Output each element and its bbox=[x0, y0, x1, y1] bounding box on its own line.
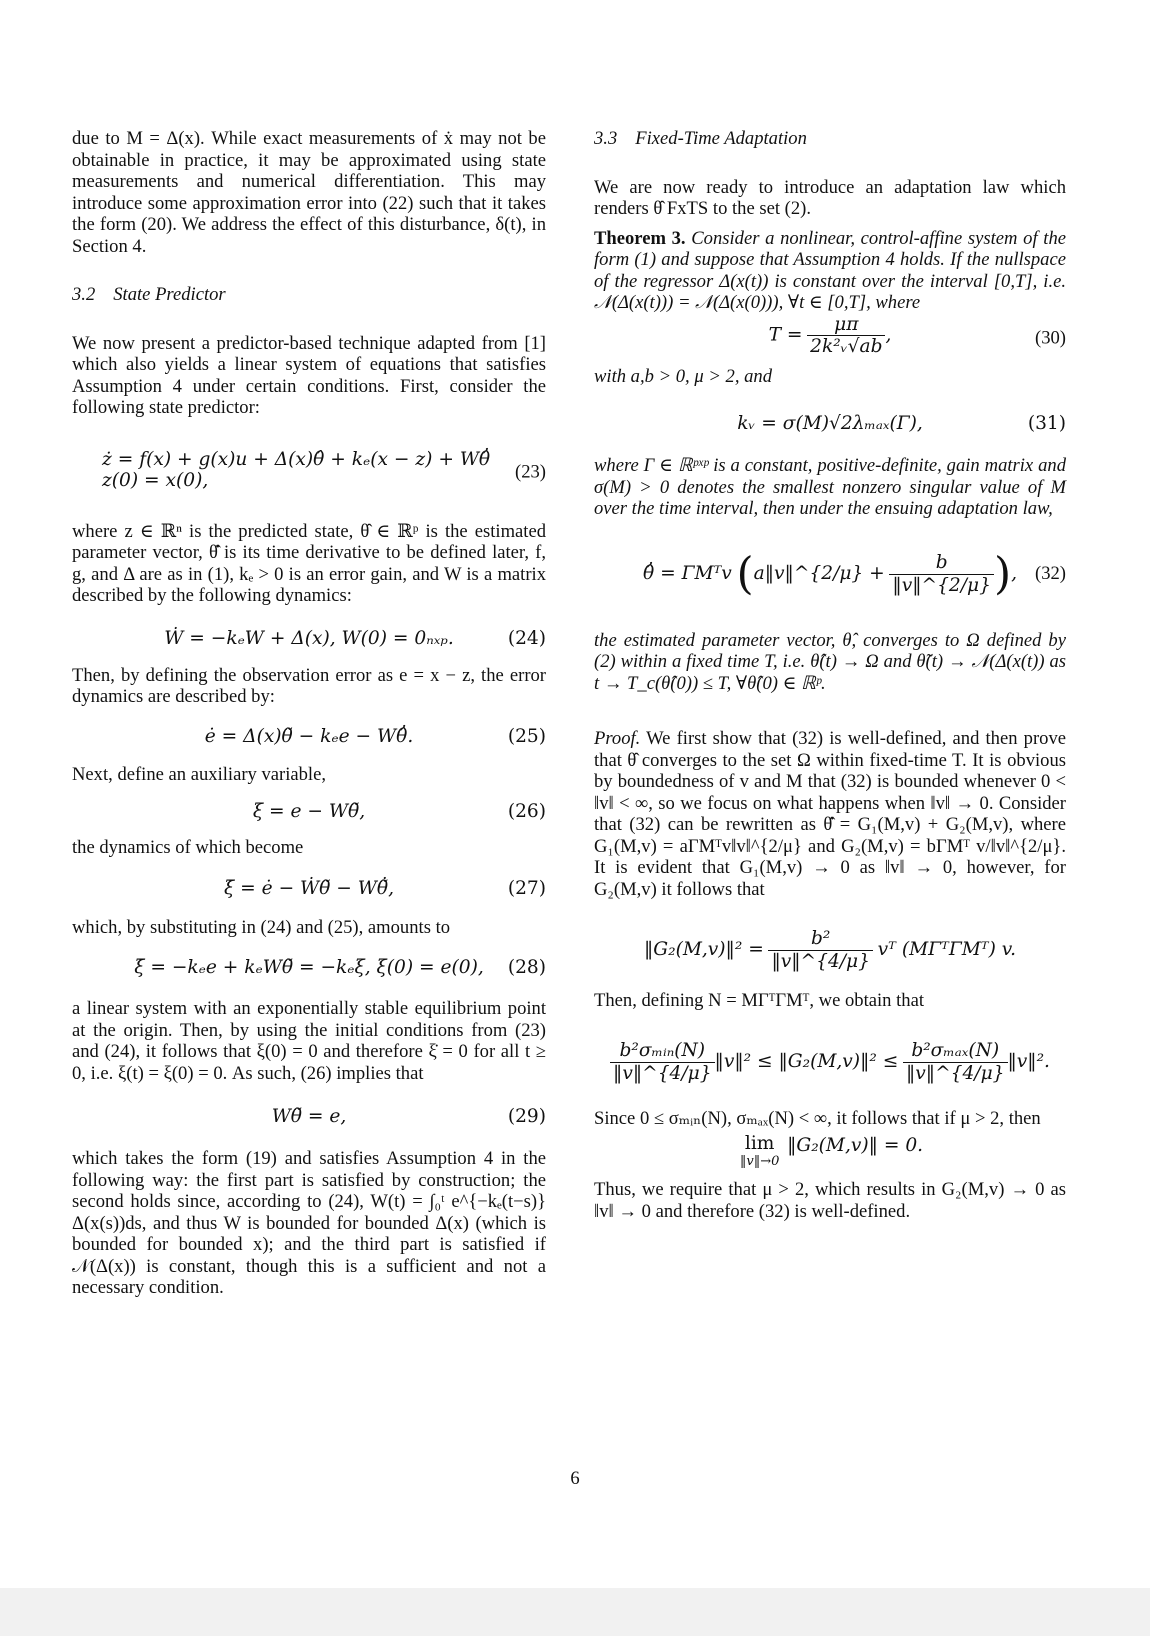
fraction bbox=[807, 314, 885, 358]
limit-word: lim bbox=[744, 1133, 775, 1154]
numerator: b²σₘₐₓ(N) bbox=[911, 1039, 1000, 1061]
proof bbox=[594, 728, 1066, 900]
equation-27 bbox=[72, 873, 546, 905]
denominator: ‖v‖^{4/μ} bbox=[610, 1062, 715, 1085]
limit-operator bbox=[737, 1135, 783, 1171]
section-title: State Predictor bbox=[113, 284, 226, 305]
theorem-label: Theorem 3. bbox=[594, 227, 686, 249]
paragraph: due to M = Δ(x). While exact measurements of ẋ may not be obtainable in practice, it may be approximated using state measurements and numerical differentiation. This may introduce some approximation error into (22) such that it takes the form (20). We address the effect of this disturbance, δ(t), in Section 4. bbox=[72, 128, 546, 257]
paragraph: We are now ready to introduce an adaptation law which renders θ̂ FxTS to the set (2). bbox=[594, 176, 1066, 219]
equation-number: (32) bbox=[1035, 562, 1066, 584]
paragraph: with a,b > 0, μ > 2, and bbox=[594, 365, 773, 387]
paragraph: the estimated parameter vector, θ̂, converges to Ω defined by (2) within a fixed time T, i.e. θ̂(t) → Ω and θ̃(t) → 𝒩(Δ(x(t)) as t → T_c(θ̂(0)) ≤ T, ∀θ̂(0) ∈ ℝᵖ. bbox=[594, 629, 1066, 694]
equation-lhs: θ̂̇ = ΓMᵀv bbox=[642, 562, 732, 584]
fraction bbox=[903, 1040, 1008, 1085]
equation-line: z(0) = x(0), bbox=[102, 470, 209, 491]
denominator: 2k²ᵥ√ab bbox=[807, 335, 885, 358]
page-number: 6 bbox=[570, 1468, 580, 1489]
paragraph: which takes the form (19) and satisfies Assumption 4 in the following way: the first part is satisfied by construction; the second holds since, according to (24), W(t) = ∫₀ᵗ e^{−kₑ(t−s)} Δ(x(s))ds, and thus W is bounded for bounded Δ(x) (which is bounded for bounded x); and the third part is satisfied if 𝒩(Δ(x)) is constant, though this is a sufficient and not a necessary condition. bbox=[72, 1148, 546, 1298]
paragraph: where Γ ∈ ℝᵖˣᵖ is a constant, positive-definite, gain matrix and σ(M) > 0 denotes the smallest nonzero singular value of M over the time interval, then under the ensuing adaptation law, bbox=[594, 455, 1066, 519]
equation-23 bbox=[72, 449, 546, 495]
equation-term: ‖v‖². bbox=[1007, 1050, 1050, 1072]
equation-number: (25) bbox=[507, 725, 546, 747]
equation-lhs: ‖G₂(M,v)‖² = bbox=[643, 939, 764, 960]
equation-number: (31) bbox=[1027, 413, 1066, 434]
equation-number: (23) bbox=[515, 460, 546, 482]
equation-body: ξ̇ = ė − Ẇθ̃ − Wθ̃̇, bbox=[224, 877, 394, 899]
equation-26 bbox=[72, 797, 546, 827]
equation-term: ‖v‖² ≤ ‖G₂(M,v)‖² ≤ bbox=[714, 1050, 899, 1072]
section-heading bbox=[594, 128, 1066, 150]
numerator: b² bbox=[811, 928, 831, 950]
equation-31 bbox=[594, 407, 1066, 441]
equation-number: (28) bbox=[507, 957, 546, 978]
equation-body: ξ̇ = −kₑe + kₑWθ̃ = −kₑξ, ξ(0) = e(0), bbox=[134, 957, 484, 978]
denominator: ‖v‖^{4/μ} bbox=[768, 950, 873, 973]
equation-limit bbox=[594, 1135, 1066, 1175]
paragraph: Then, by defining the observation error as e = x − z, the error dynamics are described by: bbox=[72, 664, 546, 707]
numerator: μπ bbox=[834, 313, 859, 335]
right-column bbox=[594, 128, 1066, 1222]
equation-number: (29) bbox=[507, 1106, 546, 1127]
limit-subscript: ‖v‖→0 bbox=[739, 1154, 780, 1169]
equation-body: ξ = e − Wθ̃, bbox=[252, 801, 366, 822]
equation-bounds bbox=[594, 1034, 1066, 1090]
equation-28 bbox=[72, 952, 546, 984]
equation-25 bbox=[72, 722, 546, 752]
paragraph: which, by substituting in (24) and (25), amounts to bbox=[72, 916, 451, 938]
paragraph: the dynamics of which become bbox=[72, 837, 304, 858]
theorem bbox=[594, 228, 1066, 314]
equation-g2-norm bbox=[594, 922, 1066, 978]
denominator: ‖v‖^{4/μ} bbox=[903, 1062, 1008, 1085]
equation-body: ė = Δ(x)θ̃ − kₑe − Wθ̂̇. bbox=[204, 725, 414, 747]
proof-label: Proof. bbox=[594, 728, 641, 749]
paragraph: Thus, we require that μ > 2, which results in G₂(M,v) → 0 as ‖v‖ → 0 and therefore (32) is well-defined. bbox=[594, 1179, 1066, 1222]
paragraph: a linear system with an exponentially stable equilibrium point at the origin. Then, by using the initial conditions from (23) and (24), it follows that ξ(0) = 0 and therefore ξ̇ = 0 for all t ≥ 0, i.e. ξ(t) = ξ(0) = 0. As such, (26) implies that bbox=[72, 998, 546, 1084]
equation-lhs: T = bbox=[768, 323, 803, 345]
numerator: b²σₘᵢₙ(N) bbox=[619, 1039, 706, 1061]
paragraph: where z ∈ ℝⁿ is the predicted state, θ̂ ∈ ℝᵖ is the estimated parameter vector, θ̂̇ is its time derivative to be defined later, f, g, and Δ are as in (1), kₑ > 0 is an error gain, and W is a matrix described by the following dynamics: bbox=[72, 520, 546, 606]
equation-number: (24) bbox=[507, 627, 546, 649]
equation-32: θ̂̇ = ΓMᵀv (a‖v‖^{2/μ} + $\frac{b}{‖v‖\^{}\{2/\mu\}}$ ), (32) bbox=[594, 542, 1066, 606]
equation-29 bbox=[72, 1100, 546, 1134]
equation-number: (26) bbox=[507, 801, 546, 822]
proof-text: We first show that (32) is well-defined, and then prove that θ̂ converges to the set Ω within fixed-time T. It is obvious by boundedness of v and M that (32) is bounded whenever 0 < ‖v‖ < ∞, so we focus on what happens when ‖v‖ → 0. Consider that (32) can be rewritten as θ̂̇ = G₁(M,v) + G₂(M,v), where G₁(M,v) = aΓMᵀv‖v‖^{2/μ} and G₂(M,v) = bΓMᵀ v/‖v‖^{2/μ}. It is evident that G₁(M,v) → 0 as ‖v‖ → 0, however, for G₂(M,v) it follows that bbox=[594, 728, 1067, 900]
paragraph: Then, defining N = MΓᵀΓMᵀ, we obtain that bbox=[594, 990, 924, 1011]
paragraph: Since 0 ≤ σₘᵢₙ(N), σₘₐₓ(N) < ∞, it follows that if μ > 2, then bbox=[594, 1107, 1041, 1129]
equation-number: (30) bbox=[1035, 326, 1066, 348]
fraction bbox=[610, 1040, 715, 1085]
left-column bbox=[72, 128, 546, 1299]
equation-body: Ẇ = −kₑW + Δ(x), W(0) = 0ₙₓₚ. bbox=[164, 627, 454, 649]
equation-number: (27) bbox=[507, 877, 546, 899]
section-number: 3.3 bbox=[594, 128, 618, 149]
equation-rhs: ‖G₂(M,v)‖ = 0. bbox=[787, 1135, 924, 1156]
theorem-text: Consider a nonlinear, control-affine system of the form (1) and suppose that Assumption 4 holds. If the nullspace of the regressor Δ(x(t)) is constant over the interval [0,T], i.e. 𝒩(Δ(x(t))) = 𝒩(Δ(x(0))), ∀t ∈ [0,T], where bbox=[594, 227, 1066, 313]
equation-body: kᵥ = σ(M)√2λₘₐₓ(Γ), bbox=[737, 413, 923, 434]
equation-30: T = $\frac{\mu\pi}{\text{2k²ᵥ√ab}}$ , (30) bbox=[768, 313, 1066, 357]
fraction bbox=[768, 928, 873, 973]
numerator: b bbox=[935, 551, 948, 573]
equation-line: ż = f(x) + g(x)u + Δ(x)θ̂ + kₑ(x − z) + Wθ̂̇ bbox=[102, 448, 491, 470]
section-heading bbox=[72, 284, 546, 306]
section-number: 3.2 bbox=[72, 284, 96, 305]
paragraph: Next, define an auxiliary variable, bbox=[72, 763, 327, 785]
page-footer-strip bbox=[0, 1588, 1150, 1636]
equation-rhs: vᵀ (MΓᵀΓMᵀ) v. bbox=[877, 939, 1016, 960]
fraction bbox=[889, 552, 994, 597]
equation-term: a‖v‖^{2/μ} + bbox=[753, 562, 885, 584]
denominator: ‖v‖^{2/μ} bbox=[889, 574, 994, 597]
equation-24 bbox=[72, 625, 546, 653]
paragraph: We now present a predictor-based technique adapted from [1] which also yields a linear system of equations that satisfies Assumption 4 under certain conditions. First, consider the following state predictor: bbox=[72, 332, 546, 418]
section-title: Fixed-Time Adaptation bbox=[635, 128, 807, 149]
equation-body: Wθ̃ = e, bbox=[271, 1106, 347, 1127]
